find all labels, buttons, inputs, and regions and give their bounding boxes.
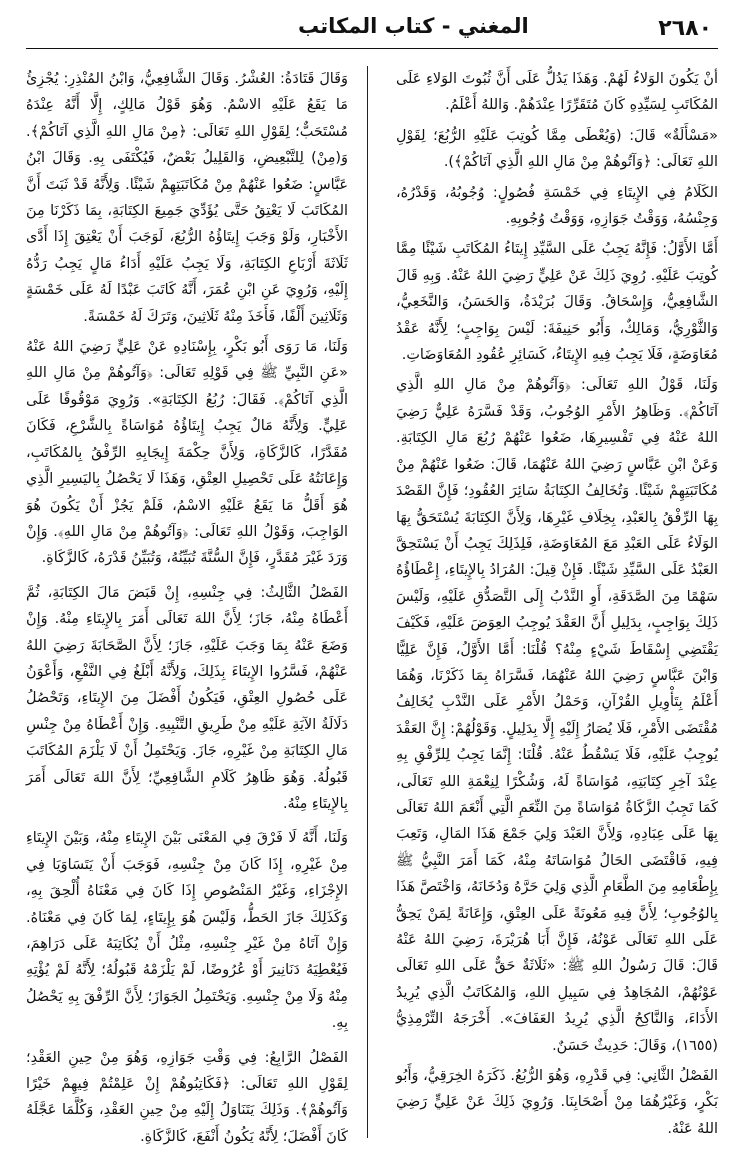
paragraph: وَقَالَ قَتَادَةُ: العُشْرُ. وَقَالَ الشَّافِعِيُّ، وَابْنُ المُنْذِرِ: يُجْزِئُ مَا يَقَعُ عَلَيْهِ الاسْمُ. وَهُوَ قَوْلُ مَالِكٍ، إِلَّا أَنَّهُ عِنْدَهُ مُسْتَحَبٌّ؛ لِقَوْلِ اللهِ تَعَالَى: ﴿مِنْ مَالِ اللهِ الَّذِي آتَاكُمْ﴾. وَ(مِنْ) لِلتَّبْعِيضِ، وَالقَلِيلُ بَعْضٌ، فَيُكْتَفَى بِهِ. وَقَالَ ابْنُ عَبَّاسٍ: ضَعُوا عَنْهُمْ مِنْ مُكَاتَبَتِهِمْ شَيْئًا. وَلِأَنَّهُ قَدْ ثَبَتَ أَنَّ المُكَاتَبَ لَا يَعْتِقُ حَتَّى يُؤَدِّيَ جَمِيعَ الكِتَابَةِ، بِمَا ذَكَرْنَا مِنَ الأَخْبَارِ، وَلَوْ وَجَبَ إِيتَاؤُهُ الرُّبُعَ، لَوَجَبَ أَنْ يَعْتِقَ إِذَا أَدَّى ثَلَاثَةَ أَرْبَاعِ الكِتَابَةِ، وَلَا يَجِبُ عَلَيْهِ أَدَاءُ مَالٍ يَجِبُ رَدُّهُ إِلَيْهِ، وَرُوِيَ عَنِ ابْنِ عُمَرَ، أَنَّهُ كَاتَبَ عَبْدًا لَهُ عَلَى خَمْسَةٍ وَثَلَاثِينَ أَلْفًا، فَأَخَذَ مِنْهُ ثَلَاثِينَ، وَتَرَكَ لَهُ خَمْسَةً.	[26, 71, 348, 325]
text-columns	[26, 66, 718, 1145]
right-column	[396, 66, 718, 1138]
paragraph: الكَلَامُ فِي الإِيتَاءِ فِي خَمْسَةِ فُصُولٍ: وُجُوبُهُ، وَقَدْرُهُ، وَجِنْسُهُ، وَوَقْتُ جَوَازِهِ، وَوَقْتُ وُجُوبِهِ.	[396, 184, 718, 228]
paragraph: وَلَنَا، قَوْلُ اللهِ تَعَالَى: ﴿وَآتُوهُمْ مِنْ مَالِ اللهِ الَّذِي آتَاكُمْ﴾. وَظَاهِرُ الأَمْرِ الوُجُوبُ، وَقَدْ فَسَّرَهُ عَلِيٌّ رَضِيَ اللهُ عَنْهُ فِي تَفْسِيرِهَا، ضَعُوا عَنْهُمْ رُبُعَ مَالِ الكِتَابَةِ. وَعَنْ ابْنِ عَبَّاسٍ رَضِيَ اللهُ عَنْهُمَا، قَالَ: ضَعُوا عَنْهُمْ مِنْ مُكَاتَبَتِهِمْ شَيْئًا. وَتُخَالِفُ الكِتَابَةُ سَائِرَ العُقُودِ؛ فَإِنَّ القَصْدَ بِهَا الرِّفْقُ بِالعَبْدِ، بِخِلَافِ غَيْرِهَا، وَلِأَنَّ الكِتَابَةَ يُسْتَحَقُّ بِهَا الوَلَاءُ عَلَى العَبْدِ مَعَ المُعَاوَضَةِ، فَلِذَلِكَ يَجِبُ أَنْ يَسْتَحِقَّ العَبْدُ عَلَى السَّيِّدِ شَيْئًا. فَإِنْ قِيلَ: المُرَادُ بِالإِيتَاءِ، إِعْطَاؤُهُ سَهْمًا مِنَ الصَّدَقَةِ، أَوِ النَّدْبُ إِلَى التَّصَدُّقِ عَلَيْهِ، وَلَيْسَ ذَلِكَ بِوَاجِبٍ، بِدَلِيلِ أَنَّ العَقْدَ يُوجِبُ العِوَضَ عَلَيْهِ، فَكَيْفَ يَقْتَضِي إِسْقَاطَ شَيْءٍ مِنْهُ؟ قُلْنَا: أَمَّا الأَوَّلُ، فَإِنَّ عَلِيًّا وَابْنَ عَبَّاسٍ رَضِيَ اللهُ عَنْهُمَا، فَسَّرَاهُ بِمَا ذَكَرْنَا، وَهُمَا أَعْلَمُ بِتَأْوِيلِ القُرْآنِ، وَحَمْلُ الأَمْرِ عَلَى النَّدْبِ يُخَالِفُ مُقْتَضَى الأَمْرِ، فَلَا يُصَارُ إِلَيْهِ إِلَّا بِدَلِيلٍ. وَقَوْلُهُمْ: إِنَّ العَقْدَ يُوجِبُ عَلَيْهِ، فَلَا يَسْقُطُ عَنْهُ. قُلْنَا: إِنَّمَا يَجِبُ لِلرِّفْقِ بِهِ عِنْدَ آخِرِ كِتَابَتِهِ، مُوَاسَاةً لَهُ، وَشُكْرًا لِنِعْمَةِ اللهِ تَعَالَى، كَمَا تَجِبُ الزَّكَاةُ مُوَاسَاةً مِنَ النِّعَمِ الَّتِي أَنْعَمَ اللهُ تَعَالَى بِهَا عَلَى عِبَادِهِ، وَلِأَنَّ العَبْدَ وَلِيَ جَمْعَ هَذَا المَالِ، وَتَعِبَ فِيهِ، فَاقْتَضَى الحَالُ مُوَاسَاتَهُ مِنْهُ، كَمَا أَمَرَ النَّبِيُّ ﷺ بِإِطْعَامِهِ مِنَ الطَّعَامِ الَّذِي وَلِيَ حَرَّهُ وَدُخَانَهُ، وَاخْتَصَّ هَذَا بِالوُجُوبِ؛ لِأَنَّ فِيهِ مَعُونَةً عَلَى العِتْقِ، وَإِعَانَةً لِمَنْ يَحِقُّ عَلَى اللهِ تَعَالَى عَوْنُهُ، فَإِنَّ أَبَا هُرَيْرَةَ، رَضِيَ اللهُ عَنْهُ قَالَ: قَالَ رَسُولُ اللهِ ﷺ: «ثَلَاثَةٌ حَقٌّ عَلَى اللهِ تَعَالَى عَوْنُهُمْ، المُجَاهِدُ فِي سَبِيلِ اللهِ، وَالمُكَاتَبُ الَّذِي يُرِيدُ الأَدَاءَ، وَالنَّاكِحُ الَّذِي يُرِيدُ العَفَافَ». أَخْرَجَهُ التِّرْمِذِيُّ (١٦٥٥)، وَقَالَ: حَدِيثٌ حَسَنٌ.	[396, 377, 718, 1054]
running-title	[298, 14, 529, 38]
section-paragraph: الفَصْلُ الثَّالِثُ: فِي جِنْسِهِ، إِنْ قَبَضَ مَالَ الكِتَابَةِ، ثُمَّ أَعْطَاهُ مِنْهُ، جَازَ؛ لِأَنَّ اللهَ تَعَالَى أَمَرَ بِالإِيتَاءِ مِنْهُ. وَإِنْ وَضَعَ عَنْهُ بِمَا وَجَبَ عَلَيْهِ، جَازَ؛ لِأَنَّ الصَّحَابَةَ رَضِيَ اللهُ عَنْهُمْ، فَسَّرُوا الإِيتَاءَ بِذَلِكَ، وَلِأَنَّهُ أَبْلَغُ فِي النَّفْعِ، وَأَعْوَنُ عَلَى حُصُولِ العِتْقِ، فَيَكُونُ أَفْضَلَ مِنَ الإِيتَاءِ، وَتَحْصُلُ دَلَالَةُ الآيَةِ عَلَيْهِ مِنْ طَرِيقِ التَّنْبِيهِ. وَإِنْ أَعْطَاهُ مِنْ جِنْسِ مَالِ الكِتَابَةِ مِنْ غَيْرِهِ، جَازَ. وَيَحْتَمِلُ أَنْ لَا يَلْزَمَ المُكَاتَبَ قَبُولُهُ. وَهُوَ ظَاهِرُ كَلَامِ الشَّافِعِيِّ؛ لِأَنَّ اللهَ تَعَالَى أَمَرَ بِالإِيتَاءِ مِنْهُ.	[26, 584, 348, 812]
book-name: المغني	[457, 14, 529, 38]
masala-paragraph: «مَسْأَلَةٌ» قَالَ: (وَيُعْطَى مِمَّا كُوتِبَ عَلَيْهِ الرُّبُعَ؛ لِقَوْلِ اللهِ تَعَالَى: ﴿وَآتُوهُمْ مِنْ مَالِ اللهِ الَّذِي آتَاكُمْ﴾).	[396, 127, 718, 171]
section-paragraph: الفَصْلُ الثَّانِي: فِي قَدْرِهِ، وَهُوَ الرُّبُعُ. ذَكَرَهُ الخِرَقِيُّ، وَأَبُو بَكْرٍ، وَغَيْرُهُمَا مِنْ أَصْحَابِنَا. وَرُوِيَ ذَلِكَ عَنْ عَلِيٍّ رَضِيَ اللهُ عَنْهُ.	[396, 1068, 718, 1137]
left-column	[26, 66, 348, 1145]
paragraph: أَمَّا الأَوَّلُ: فَإِنَّهُ يَجِبُ عَلَى السَّيِّدِ إِيتَاءُ المُكَاتَبِ شَيْئًا مِمَّا كُوتِبَ عَلَيْهِ. رُوِيَ ذَلِكَ عَنْ عَلِيٍّ رَضِيَ اللهُ عَنْهُ. وَبِهِ قَالَ الشَّافِعِيُّ، وَإِسْحَاقُ. وَقَالَ بُرَيْدَةُ، وَالحَسَنُ، وَالنَّخَعِيُّ، وَالثَّوْرِيُّ، وَمَالِكٌ، وَأَبُو حَنِيفَةَ: لَيْسَ بِوَاجِبٍ؛ لِأَنَّهُ عَقْدُ مُعَاوَضَةٍ، فَلَا يَجِبُ فِيهِ الإِيتَاءُ، كَسَائِرِ عُقُودِ المُعَاوَضَاتِ.	[396, 241, 718, 364]
page-number: ٢٦٨٠	[658, 16, 712, 41]
title-separator: -	[434, 14, 458, 38]
paragraph: وَلَنَا، أَنَّهُ لَا فَرْقَ فِي المَعْنَى بَيْنَ الإِيتَاءِ مِنْهُ، وَبَيْنَ الإِيتَاءِ مِنْ غَيْرِهِ، إِذَا كَانَ مِنْ جِنْسِهِ، فَوَجَبَ أَنْ يَتَسَاوَيَا فِي الإِجْزَاءِ، وَغَيْرُ المَنْصُوصِ إِذَا كَانَ فِي مَعْنَاهُ أُلْحِقَ بِهِ، وَكَذَلِكَ جَازَ الحَطُّ، وَلَيْسَ هُوَ بِإِيتَاءٍ، لِمَا كَانَ فِي مَعْنَاهُ. وَإِنْ آتَاهُ مِنْ غَيْرِ جِنْسِهِ، مِثْلُ أَنْ يُكَاتِبَهُ عَلَى دَرَاهِمَ، فَيُعْطِيَهُ دَنَانِيرَ أَوْ عُرُوضًا، لَمْ يَلْزَمْهُ قَبُولُهُ؛ لِأَنَّهُ لَمْ يُؤْتِهِ مِنْهُ وَلَا مِنْ جِنْسِهِ. وَيَحْتَمِلُ الجَوَازَ؛ لِأَنَّ الرِّفْقَ بِهِ يَحْصُلُ بِهِ.	[26, 830, 348, 1032]
chapter-name: كتاب المكاتب	[298, 14, 435, 38]
column-divider	[367, 66, 368, 1138]
section-paragraph: الفَصْلُ الرَّابِعُ: فِي وَقْتِ جَوَازِهِ، وَهُوَ مِنْ حِينِ العَقْدِ؛ لِقَوْلِ اللهِ تَعَالَى: ﴿فَكَاتِبُوهُمْ إِنْ عَلِمْتُمْ فِيهِمْ خَيْرًا وَآتُوهُمْ﴾. وَذَلِكَ يَتَنَاوَلُ إِلَيْهِ مِنْ حِينِ العَقْدِ، وَكُلَّمَا عَجَّلَهُ كَانَ أَفْضَلَ؛ لِأَنَّهُ يَكُونُ أَنْفَعَ، كَالزَّكَاةِ.	[26, 1049, 348, 1145]
paragraph: أنْ يَكُونَ الوَلاءُ لَهُمْ. وَهَذَا يَدُلُّ عَلَى أَنَّ ثُبُوتَ الوَلاءِ عَلَى المُكَاتَبِ لِسَيِّدِهِ كَانَ مُتَقَرِّرًا عِنْدَهُمْ. وَاللهُ أَعْلَمُ.	[396, 71, 718, 114]
paragraph: وَلَنَا، مَا رَوَى أَبُو بَكْرٍ، بِإِسْنَادِهِ عَنْ عَلِيٍّ رَضِيَ اللهُ عَنْهُ «عَنِ النَّبِيِّ ﷺ فِي قَوْلِهِ تَعَالَى: ﴿وَآتُوهُمْ مِنْ مَالِ اللهِ الَّذِي آتَاكُمْ﴾. فَقَالَ: رُبُعُ الكِتَابَةِ». وَرُوِيَ مَوْقُوفًا عَلَى عَلِيٍّ. وَلِأَنَّهُ مَالٌ يَجِبُ إِيتَاؤُهُ مُوَاسَاةً بِالشَّرْعِ، فَكَانَ مُقَدَّرًا، كَالزَّكَاةِ، وَلِأَنَّ حِكْمَةَ إِيجَابِهِ الرِّفْقُ بِالمُكَاتَبِ، وَإِعَانَتُهُ عَلَى تَحْصِيلِ العِتْقِ، وَهَذَا لَا يَحْصُلُ بِاليَسِيرِ الَّذِي هُوَ أَقَلُّ مَا يَقَعُ عَلَيْهِ الاسْمُ، فَلَمْ يَجُزْ أَنْ يَكُونَ هُوَ الوَاجِبَ، وَقَوْلُ اللهِ تَعَالَى: ﴿وَآتُوهُمْ مِنْ مَالِ اللهِ﴾. وَإِنْ وَرَدَ غَيْرَ مُقَدَّرٍ، فَإِنَّ السُّنَّةَ تُبَيِّنُهُ، وَتُبَيِّنُ قَدْرَهُ، كَالزَّكَاةِ.	[26, 339, 348, 567]
page-header	[26, 10, 718, 49]
